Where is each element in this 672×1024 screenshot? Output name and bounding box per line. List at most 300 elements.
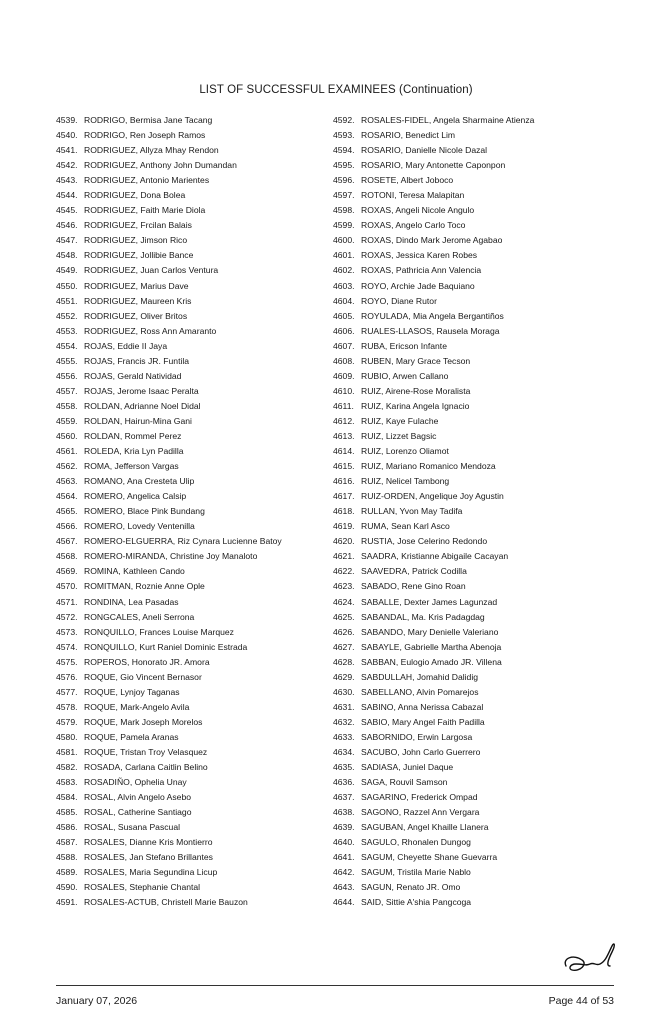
examinee-number: 4639. bbox=[333, 822, 355, 833]
examinee-name: ROSARIO, Danielle Nicole Dazal bbox=[361, 145, 488, 156]
examinee-row bbox=[56, 399, 282, 414]
examinee-name: ROLDAN, Adrianne Noel Didal bbox=[84, 400, 201, 411]
examinee-row bbox=[333, 519, 534, 534]
examinee-number: 4574. bbox=[56, 641, 78, 652]
examinee-name: RODRIGUEZ, Antonio Marientes bbox=[84, 175, 210, 186]
examinee-row bbox=[56, 233, 282, 248]
examinee-name: ROQUE, Mark Joseph Morelos bbox=[84, 716, 203, 727]
examinee-number: 4554. bbox=[56, 340, 78, 351]
examinee-name: ROSARIO, Benedict Lim bbox=[361, 130, 456, 141]
examinee-row bbox=[333, 579, 534, 594]
examinee-number: 4546. bbox=[56, 220, 78, 231]
examinee-name: SABORNIDO, Erwin Largosa bbox=[361, 731, 473, 742]
examinee-name: RUIZ-ORDEN, Angelique Joy Agustin bbox=[361, 491, 504, 502]
examinee-name: RODRIGUEZ, Frcilan Balais bbox=[84, 220, 192, 231]
examinee-name: RODRIGUEZ, Jollibie Bance bbox=[84, 250, 194, 261]
examinee-row bbox=[56, 294, 282, 309]
examinee-number: 4641. bbox=[333, 852, 355, 863]
examinee-row bbox=[333, 775, 534, 790]
examinee-number: 4622. bbox=[333, 566, 355, 577]
examinee-number: 4604. bbox=[333, 295, 355, 306]
examinee-name: ROXAS, Angeli Nicole Angulo bbox=[361, 205, 475, 216]
examinee-name: SAGUM, Cheyette Shane Guevarra bbox=[361, 852, 498, 863]
examinee-number: 4606. bbox=[333, 325, 355, 336]
examinee-row bbox=[333, 820, 534, 835]
examinee-row bbox=[56, 790, 282, 805]
examinee-name: ROXAS, Jessica Karen Robes bbox=[361, 250, 478, 261]
examinee-name: SABBAN, Eulogio Amado JR. Villena bbox=[361, 656, 502, 667]
examinee-row bbox=[333, 564, 534, 579]
examinee-row bbox=[56, 715, 282, 730]
examinee-row bbox=[56, 805, 282, 820]
examinee-name: RODRIGUEZ, Juan Carlos Ventura bbox=[84, 265, 219, 276]
footer-date: January 07, 2026 bbox=[56, 995, 138, 1007]
examinee-number: 4567. bbox=[56, 536, 78, 547]
examinee-row bbox=[333, 128, 534, 143]
examinee-name: ROYO, Archie Jade Baquiano bbox=[361, 280, 475, 291]
examinee-number: 4572. bbox=[56, 611, 78, 622]
examinee-name: ROSADA, Carlana Caitlin Belino bbox=[84, 762, 208, 773]
examinee-name: RODRIGUEZ, Dona Bolea bbox=[84, 190, 186, 201]
examinee-number: 4629. bbox=[333, 671, 355, 682]
examinee-number: 4557. bbox=[56, 385, 78, 396]
examinee-name: ROMERO, Blace Pink Bundang bbox=[84, 506, 205, 517]
examinee-name: ROMERO, Angelica Calsip bbox=[84, 491, 187, 502]
examinee-number: 4573. bbox=[56, 626, 78, 637]
examinee-row bbox=[333, 339, 534, 354]
examinee-row bbox=[56, 625, 282, 640]
examinee-row bbox=[56, 850, 282, 865]
examinee-row bbox=[56, 128, 282, 143]
examinee-number: 4633. bbox=[333, 731, 355, 742]
examinee-name: ROQUE, Lynjoy Taganas bbox=[84, 686, 180, 697]
examinee-row bbox=[333, 790, 534, 805]
examinee-number: 4634. bbox=[333, 746, 355, 757]
examinee-number: 4618. bbox=[333, 506, 355, 517]
examinee-name: ROLDAN, Hairun-Mina Gani bbox=[84, 415, 192, 426]
examinee-number: 4611. bbox=[333, 400, 354, 411]
examinee-row bbox=[56, 474, 282, 489]
examinee-row bbox=[333, 369, 534, 384]
examinee-name: RUBIO, Arwen Callano bbox=[361, 370, 449, 381]
examinee-name: RUMA, Sean Karl Asco bbox=[361, 521, 450, 532]
examinee-number: 4556. bbox=[56, 370, 78, 381]
examinee-name: SAGUBAN, Angel Khaille Llanera bbox=[361, 822, 489, 833]
examinee-name: SAADRA, Kristianne Abigaile Cacayan bbox=[361, 551, 509, 562]
examinee-name: ROSAL, Catherine Santiago bbox=[84, 807, 192, 818]
examinee-name: RONDINA, Lea Pasadas bbox=[84, 596, 179, 607]
examinee-row bbox=[56, 640, 282, 655]
examinee-number: 4588. bbox=[56, 852, 78, 863]
examinee-name: ROSALES, Dianne Kris Montierro bbox=[84, 837, 213, 848]
examinee-name: RUIZ, Airene-Rose Moralista bbox=[361, 385, 471, 396]
examinee-row bbox=[333, 143, 534, 158]
examinee-name: SAGARINO, Frederick Ompad bbox=[361, 792, 478, 803]
examinee-name: ROPEROS, Honorato JR. Amora bbox=[84, 656, 210, 667]
examinee-number: 4601. bbox=[333, 250, 355, 261]
examinee-row bbox=[333, 895, 534, 910]
examinee-row bbox=[56, 143, 282, 158]
examinee-number: 4607. bbox=[333, 340, 355, 351]
examinee-number: 4640. bbox=[333, 837, 355, 848]
examinee-number: 4553. bbox=[56, 325, 78, 336]
examinee-name: RONQUILLO, Frances Louise Marquez bbox=[84, 626, 234, 637]
examinee-number: 4587. bbox=[56, 837, 78, 848]
examinee-name: ROQUE, Tristan Troy Velasquez bbox=[84, 746, 208, 757]
examinee-row bbox=[333, 715, 534, 730]
examinee-name: ROTONI, Teresa Malapitan bbox=[361, 190, 465, 201]
examinee-row bbox=[56, 670, 282, 685]
examinee-number: 4594. bbox=[333, 145, 355, 156]
examinee-row bbox=[333, 640, 534, 655]
examinee-row bbox=[56, 549, 282, 564]
examinee-row bbox=[56, 354, 282, 369]
examinee-number: 4631. bbox=[333, 701, 355, 712]
examinee-row bbox=[56, 775, 282, 790]
examinee-number: 4620. bbox=[333, 536, 355, 547]
examinee-number: 4592. bbox=[333, 115, 355, 125]
examinee-name: ROXAS, Dindo Mark Jerome Agabao bbox=[361, 235, 503, 246]
examinee-name: ROMERO, Lovedy Ventenilla bbox=[84, 521, 195, 532]
examinee-name: ROXAS, Pathricia Ann Valencia bbox=[361, 265, 482, 276]
examinee-number: 4621. bbox=[333, 551, 355, 562]
examinee-name: SAAVEDRA, Patrick Codilla bbox=[361, 566, 467, 577]
examinee-name: ROQUE, Mark-Angelo Avila bbox=[84, 701, 190, 712]
examinee-row bbox=[333, 218, 534, 233]
examinee-name: RONGCALES, Aneli Serrona bbox=[84, 611, 195, 622]
examinee-number: 4610. bbox=[333, 385, 355, 396]
examinee-number: 4577. bbox=[56, 686, 78, 697]
examinee-number: 4559. bbox=[56, 415, 78, 426]
examinee-row bbox=[333, 173, 534, 188]
examinee-number: 4626. bbox=[333, 626, 355, 637]
examinee-name: SABELLANO, Alvin Pomarejos bbox=[361, 686, 479, 697]
examinee-row bbox=[333, 444, 534, 459]
examinee-row bbox=[56, 173, 282, 188]
examinee-number: 4539. bbox=[56, 115, 78, 125]
examinee-row bbox=[333, 865, 534, 880]
examinee-number: 4585. bbox=[56, 807, 78, 818]
examinee-name: RUSTIA, Jose Celerino Redondo bbox=[361, 536, 488, 547]
examinee-name: SABANDO, Mary Denielle Valeriano bbox=[361, 626, 499, 637]
examinee-number: 4548. bbox=[56, 250, 78, 261]
examinee-number: 4540. bbox=[56, 130, 78, 141]
examinee-list-right bbox=[333, 113, 534, 910]
examinee-number: 4635. bbox=[333, 762, 355, 773]
examinee-name: ROJAS, Eddie II Jaya bbox=[84, 340, 168, 351]
examinee-number: 4595. bbox=[333, 160, 355, 171]
examinee-row bbox=[56, 835, 282, 850]
examinee-row bbox=[56, 579, 282, 594]
examinee-name: RUBEN, Mary Grace Tecson bbox=[361, 355, 471, 366]
examinee-list-left bbox=[56, 113, 282, 910]
examinee-name: SAGULO, Rhonalen Dungog bbox=[361, 837, 471, 848]
signature-image bbox=[560, 936, 620, 980]
examinee-number: 4552. bbox=[56, 310, 78, 321]
examinee-name: SAGA, Rouvil Samson bbox=[361, 777, 448, 788]
examinee-name: RODRIGUEZ, Ross Ann Amaranto bbox=[84, 325, 217, 336]
examinee-name: SAGUN, Renato JR. Omo bbox=[361, 882, 461, 893]
examinee-row bbox=[56, 519, 282, 534]
examinee-row bbox=[56, 248, 282, 263]
examinee-name: SAGUM, Tristila Marie Nablo bbox=[361, 867, 471, 878]
examinee-name: ROSAL, Alvin Angelo Asebo bbox=[84, 792, 192, 803]
examinee-number: 4578. bbox=[56, 701, 78, 712]
examinee-row bbox=[56, 429, 282, 444]
examinee-name: ROMERO-MIRANDA, Christine Joy Manaloto bbox=[84, 551, 258, 562]
examinee-row bbox=[56, 534, 282, 549]
examinee-number: 4603. bbox=[333, 280, 355, 291]
examinee-row bbox=[333, 203, 534, 218]
examinee-name: ROSALES-ACTUB, Christell Marie Bauzon bbox=[84, 897, 248, 908]
examinee-row bbox=[333, 850, 534, 865]
examinee-number: 4591. bbox=[56, 897, 78, 908]
examinee-number: 4600. bbox=[333, 235, 355, 246]
examinee-number: 4583. bbox=[56, 777, 78, 788]
examinee-row bbox=[333, 504, 534, 519]
examinee-number: 4590. bbox=[56, 882, 78, 893]
examinee-row bbox=[333, 279, 534, 294]
examinee-row bbox=[333, 610, 534, 625]
examinee-row bbox=[56, 444, 282, 459]
examinee-name: SABINO, Anna Nerissa Cabazal bbox=[361, 701, 484, 712]
examinee-number: 4543. bbox=[56, 175, 78, 186]
examinee-number: 4617. bbox=[333, 491, 355, 502]
examinee-number: 4568. bbox=[56, 551, 78, 562]
examinee-number: 4569. bbox=[56, 566, 78, 577]
examinee-number: 4570. bbox=[56, 581, 78, 592]
examinee-row bbox=[333, 294, 534, 309]
examinee-row bbox=[56, 504, 282, 519]
examinee-name: SACUBO, John Carlo Guerrero bbox=[361, 746, 481, 757]
examinee-row bbox=[56, 865, 282, 880]
examinee-number: 4612. bbox=[333, 415, 355, 426]
examinee-row bbox=[333, 534, 534, 549]
examinee-row bbox=[333, 429, 534, 444]
examinee-name: RUIZ, Kaye Fulache bbox=[361, 415, 439, 426]
examinee-row bbox=[333, 655, 534, 670]
examinee-name: RODRIGO, Bermisa Jane Tacang bbox=[84, 115, 213, 125]
examinee-name: ROSALES, Jan Stefano Brillantes bbox=[84, 852, 213, 863]
examinee-number: 4632. bbox=[333, 716, 355, 727]
examinee-name: ROSARIO, Mary Antonette Caponpon bbox=[361, 160, 506, 171]
examinee-number: 4636. bbox=[333, 777, 355, 788]
examinee-name: RUIZ, Nelicel Tambong bbox=[361, 476, 450, 487]
examinee-number: 4564. bbox=[56, 491, 78, 502]
examinee-number: 4593. bbox=[333, 130, 355, 141]
examinee-row bbox=[56, 655, 282, 670]
examinee-row bbox=[333, 489, 534, 504]
examinee-number: 4597. bbox=[333, 190, 355, 201]
examinee-number: 4643. bbox=[333, 882, 355, 893]
examinee-name: RODRIGUEZ, Faith Marie Diola bbox=[84, 205, 206, 216]
examinee-row bbox=[56, 489, 282, 504]
examinee-number: 4596. bbox=[333, 175, 355, 186]
examinee-name: ROYO, Diane Rutor bbox=[361, 295, 437, 306]
examinee-name: RUIZ, Lorenzo Oliamot bbox=[361, 446, 449, 457]
examinee-row bbox=[333, 595, 534, 610]
examinee-name: SAGONO, Razzel Ann Vergara bbox=[361, 807, 480, 818]
examinee-row bbox=[333, 188, 534, 203]
examinee-number: 4575. bbox=[56, 656, 78, 667]
examinee-row bbox=[333, 354, 534, 369]
examinee-name: ROJAS, Jerome Isaac Peralta bbox=[84, 385, 199, 396]
examinee-name: ROQUE, Pamela Aranas bbox=[84, 731, 179, 742]
examinee-number: 4571. bbox=[56, 596, 78, 607]
examinee-row bbox=[333, 745, 534, 760]
examinee-name: ROLEDA, Kria Lyn Padilla bbox=[84, 446, 184, 457]
examinee-number: 4642. bbox=[333, 867, 355, 878]
examinee-number: 4624. bbox=[333, 596, 355, 607]
examinee-row bbox=[56, 564, 282, 579]
examinee-number: 4628. bbox=[333, 656, 355, 667]
examinee-row bbox=[333, 399, 534, 414]
examinee-name: ROYULADA, Mia Angela Bergantiños bbox=[361, 310, 504, 321]
examinee-name: RONQUILLO, Kurt Raniel Dominic Estrada bbox=[84, 641, 248, 652]
examinee-name: SABDULLAH, Jomahid Dalidig bbox=[361, 671, 479, 682]
examinee-row bbox=[56, 895, 282, 910]
examinee-number: 4560. bbox=[56, 430, 78, 441]
examinee-row bbox=[333, 384, 534, 399]
examinee-name: ROSAL, Susana Pascual bbox=[84, 822, 181, 833]
examinee-row bbox=[333, 459, 534, 474]
examinee-number: 4561. bbox=[56, 446, 78, 457]
examinee-name: ROSALES, Maria Segundina Licup bbox=[84, 867, 218, 878]
examinee-number: 4576. bbox=[56, 671, 78, 682]
examinee-row bbox=[56, 384, 282, 399]
examinee-name: RODRIGUEZ, Oliver Britos bbox=[84, 310, 188, 321]
examinee-number: 4608. bbox=[333, 355, 355, 366]
examinee-row bbox=[333, 233, 534, 248]
examinee-row bbox=[56, 188, 282, 203]
examinee-number: 4605. bbox=[333, 310, 355, 321]
page-title: LIST OF SUCCESSFUL EXAMINEES (Continuation) bbox=[199, 84, 473, 96]
examinee-number: 4614. bbox=[333, 446, 355, 457]
examinee-row bbox=[333, 549, 534, 564]
examinee-number: 4623. bbox=[333, 581, 355, 592]
examinee-row bbox=[333, 309, 534, 324]
examinee-number: 4547. bbox=[56, 235, 78, 246]
examinee-row bbox=[56, 700, 282, 715]
examinee-name: ROMA, Jefferson Vargas bbox=[84, 461, 179, 472]
examinee-number: 4584. bbox=[56, 792, 78, 803]
examinee-number: 4579. bbox=[56, 716, 78, 727]
examinee-number: 4644. bbox=[333, 897, 355, 908]
examinee-name: ROSALES-FIDEL, Angela Sharmaine Atienza bbox=[361, 115, 535, 125]
examinee-name: SAID, Sittie A'shia Pangcoga bbox=[361, 897, 472, 908]
examinee-name: RODRIGUEZ, Marius Dave bbox=[84, 280, 189, 291]
examinee-row bbox=[56, 203, 282, 218]
examinee-number: 4615. bbox=[333, 461, 355, 472]
examinee-number: 4555. bbox=[56, 355, 78, 366]
examinee-row bbox=[56, 880, 282, 895]
examinee-row bbox=[56, 685, 282, 700]
examinee-row bbox=[333, 670, 534, 685]
examinee-row bbox=[333, 248, 534, 263]
examinee-row bbox=[56, 369, 282, 384]
examinee-name: RUALES-LLASOS, Rausela Moraga bbox=[361, 325, 500, 336]
examinee-number: 4589. bbox=[56, 867, 78, 878]
examinee-number: 4549. bbox=[56, 265, 78, 276]
examinee-number: 4582. bbox=[56, 762, 78, 773]
examinee-row bbox=[333, 263, 534, 278]
examinee-number: 4630. bbox=[333, 686, 355, 697]
examinee-number: 4565. bbox=[56, 506, 78, 517]
examinee-number: 4563. bbox=[56, 476, 78, 487]
examinee-name: ROJAS, Francis JR. Funtila bbox=[84, 355, 190, 366]
examinee-number: 4609. bbox=[333, 370, 355, 381]
examinee-number: 4613. bbox=[333, 430, 355, 441]
examinee-name: SABADO, Rene Gino Roan bbox=[361, 581, 466, 592]
examinee-row bbox=[333, 835, 534, 850]
examinee-name: ROSETE, Albert Joboco bbox=[361, 175, 454, 186]
examinee-name: ROQUE, Gio Vincent Bernasor bbox=[84, 671, 202, 682]
examinee-number: 4558. bbox=[56, 400, 78, 411]
examinee-row bbox=[56, 820, 282, 835]
examinee-number: 4598. bbox=[333, 205, 355, 216]
examinee-name: ROMERO-ELGUERRA, Riz Cynara Lucienne Batoy bbox=[84, 536, 282, 547]
examinee-name: SABALLE, Dexter James Lagunzad bbox=[361, 596, 498, 607]
examinee-row bbox=[333, 880, 534, 895]
examinee-name: RODRIGUEZ, Maureen Kris bbox=[84, 295, 192, 306]
examinee-row bbox=[56, 339, 282, 354]
examinee-name: ROJAS, Gerald Natividad bbox=[84, 370, 182, 381]
examinee-number: 4580. bbox=[56, 731, 78, 742]
examinee-number: 4602. bbox=[333, 265, 355, 276]
examinee-number: 4619. bbox=[333, 521, 355, 532]
examinee-row bbox=[333, 685, 534, 700]
examinee-number: 4566. bbox=[56, 521, 78, 532]
examinee-number: 4562. bbox=[56, 461, 78, 472]
examinee-row bbox=[333, 113, 534, 128]
examinee-row bbox=[56, 610, 282, 625]
examinee-name: ROLDAN, Rommel Perez bbox=[84, 430, 182, 441]
examinee-number: 4541. bbox=[56, 145, 78, 156]
examinee-row bbox=[56, 595, 282, 610]
examinee-number: 4581. bbox=[56, 746, 78, 757]
examinee-name: ROXAS, Angelo Carlo Toco bbox=[361, 220, 466, 231]
examinee-row bbox=[56, 324, 282, 339]
examinee-name: SABANDAL, Ma. Kris Padagdag bbox=[361, 611, 485, 622]
examinee-name: SADIASA, Juniel Daque bbox=[361, 762, 454, 773]
examinee-number: 4599. bbox=[333, 220, 355, 231]
examinee-row bbox=[333, 730, 534, 745]
examinee-name: RODRIGUEZ, Anthony John Dumandan bbox=[84, 160, 237, 171]
examinee-name: RODRIGUEZ, Jimson Rico bbox=[84, 235, 188, 246]
examinee-number: 4550. bbox=[56, 280, 78, 291]
examinee-row bbox=[56, 263, 282, 278]
examinee-number: 4542. bbox=[56, 160, 78, 171]
examinee-number: 4627. bbox=[333, 641, 355, 652]
examinee-name: RULLAN, Yvon May Tadifa bbox=[361, 506, 463, 517]
examinee-row bbox=[56, 730, 282, 745]
examinee-name: RODRIGO, Ren Joseph Ramos bbox=[84, 130, 206, 141]
examinee-number: 4625. bbox=[333, 611, 355, 622]
examinee-name: ROMITMAN, Roznie Anne Ople bbox=[84, 581, 205, 592]
examinee-name: RUBA, Ericson Infante bbox=[361, 340, 447, 351]
examinee-name: RUIZ, Mariano Romanico Mendoza bbox=[361, 461, 496, 472]
examinee-number: 4551. bbox=[56, 295, 78, 306]
examinee-name: RODRIGUEZ, Allyza Mhay Rendon bbox=[84, 145, 219, 156]
examinee-row bbox=[333, 700, 534, 715]
examinee-name: RUIZ, Lizzet Bagsic bbox=[361, 430, 437, 441]
footer-page-number: Page 44 of 53 bbox=[548, 995, 614, 1007]
examinee-row bbox=[56, 414, 282, 429]
examinee-row bbox=[333, 414, 534, 429]
examinee-row bbox=[56, 279, 282, 294]
examinee-number: 4637. bbox=[333, 792, 355, 803]
examinee-number: 4545. bbox=[56, 205, 78, 216]
